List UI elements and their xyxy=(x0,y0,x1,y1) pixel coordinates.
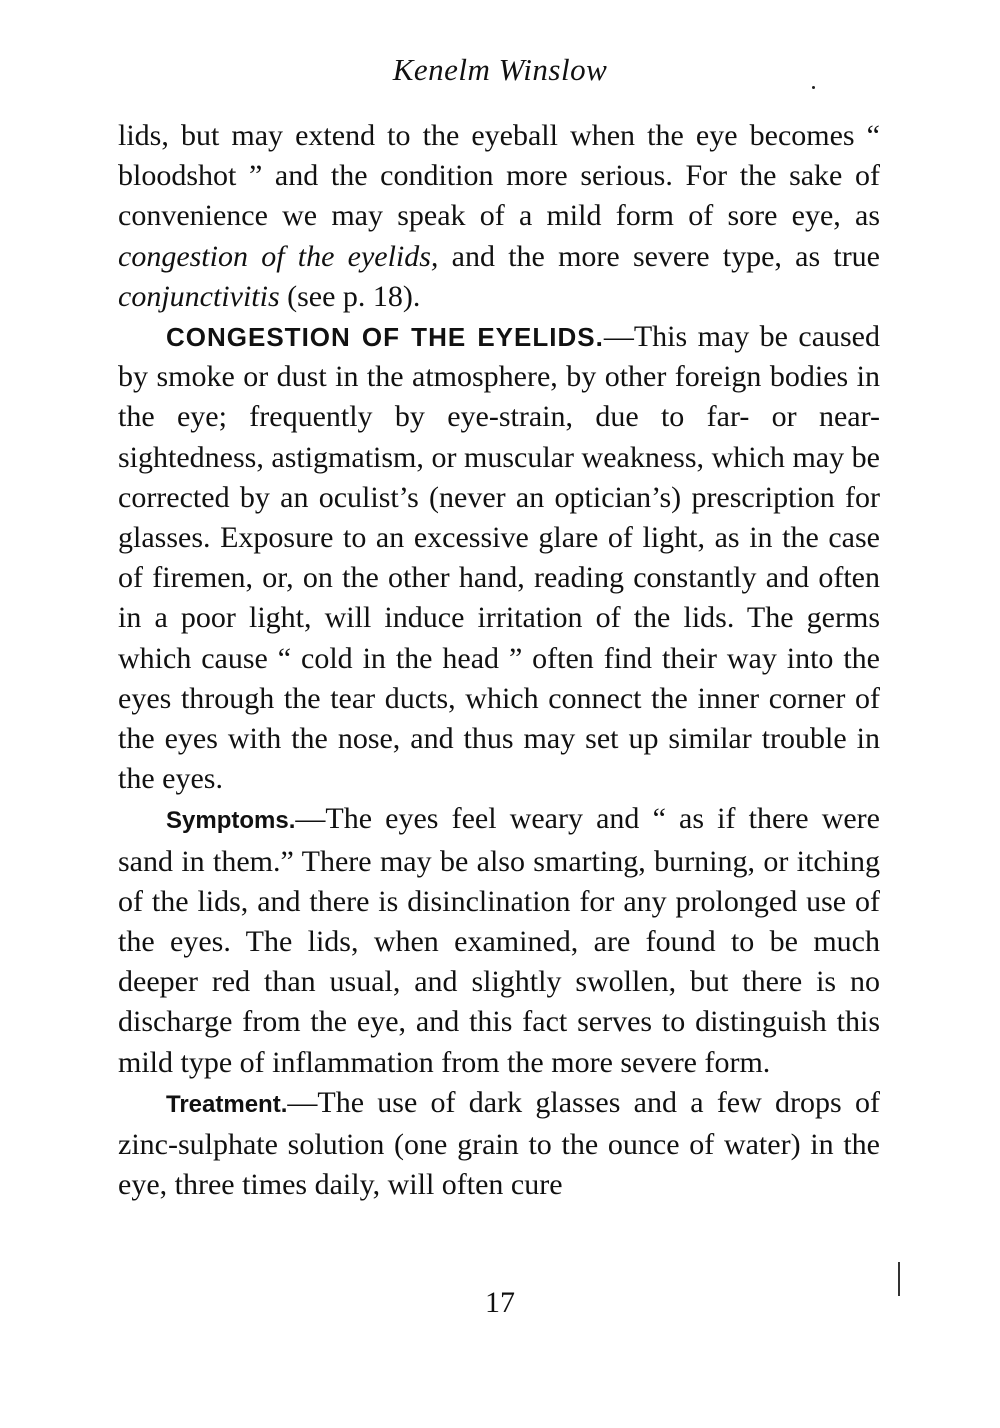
run-in-heading-treatment: Treatment. xyxy=(166,1090,288,1118)
running-title: Kenelm Winslow xyxy=(392,52,608,87)
body-text xyxy=(118,116,880,1205)
paragraph-congestion xyxy=(118,317,880,799)
paragraph-treatment xyxy=(118,1083,880,1206)
treatment-text: —The use of dark glasses and a few drops of zinc-sulphate solution (one grain to the ounce of water) in the eye, three times daily, will often cure xyxy=(118,1085,880,1202)
congestion-text: —This may be caused by smoke or dust in the atmosphere, by other foreign bodies in the eye; frequently by eye-strain, due to far- or near-sightedness, astigmatism, or muscular weakness, which may be corrected by an oculist’s (never an optician’s) prescription for glasses. Exposure to an excessive glare of light, as in the case of firemen, or, on the other hand, reading constantly and often in a poor light, will induce irritation of the lids. The germs which cause “ cold in the head ” often find their way into the eyes through the tear ducts, which connect the inner corner of the eyes with the nose, and thus may set up similar trouble in the eyes. xyxy=(118,320,880,796)
paragraph-symptoms xyxy=(118,799,880,1082)
intro-text-2: and the more severe type, as true xyxy=(438,239,881,273)
intro-italic-congestion: congestion of the eyelids, xyxy=(118,239,439,273)
intro-text-1: lids, but may extend to the eyeball when the eye becomes “ bloodshot ” and the condition more serious. For the sake of convenience we may speak of a mild form of sore eye, as xyxy=(118,119,880,233)
print-speck xyxy=(812,86,815,89)
section-heading-congestion: CONGESTION OF THE EYELIDS. xyxy=(166,322,604,353)
page-number: 17 xyxy=(485,1286,515,1319)
intro-italic-conjunctivitis: conjunctivitis xyxy=(118,279,280,313)
symptoms-text: —The eyes feel weary and “ as if there were sand in them.” There may be also smarting, burning, or itching of the lids, and there is disinclination for any prolonged use of the eyes. The lids, when examined, are found to be much deeper red than usual, and slightly swollen, but there is no discharge from the eye, and this fact serves to distinguish this mild type of inflammation from the more severe form. xyxy=(118,802,880,1079)
intro-text-3: (see p. 18). xyxy=(279,279,421,313)
run-in-heading-symptoms: Symptoms. xyxy=(166,807,296,835)
paragraph-intro xyxy=(118,116,880,317)
